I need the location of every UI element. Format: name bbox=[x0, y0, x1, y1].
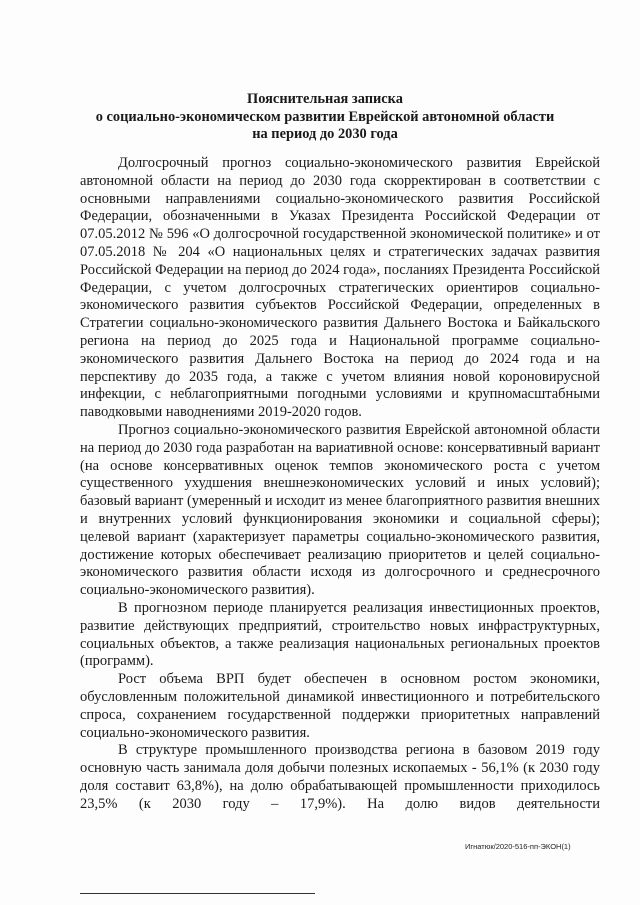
document-body bbox=[80, 155, 600, 813]
paragraph-5: В структуре промышленного производства региона в базовом 2019 году основную часть занимала доля добычи полезных ископаемых - 56,1% (к 2030 году доля составит 63,8%), на долю обрабатывающей промышленности приходилось 23,5% (к 2030 году – 17,9%). На долю видов деятельности bbox=[80, 742, 600, 812]
title-line-1: Пояснительная записка bbox=[247, 91, 403, 107]
paragraph-4: Рост объема ВРП будет обеспечен в основном ростом экономики, обусловленным положительной динамикой инвестиционного и потребительского спроса, сохранением государственной поддержки приоритетных направлений социально-экономического развития. bbox=[80, 671, 600, 741]
document-title bbox=[80, 91, 570, 144]
paragraph-3: В прогнозном периоде планируется реализация инвестиционных проектов, развитие действующих предприятий, строительство новых инфраструктурных, социальных объектов, а также реализация национальных региональных проектов (программ). bbox=[80, 599, 600, 670]
document-code-label: Игнатюк/2020-516-пп-ЭКОН(1) bbox=[465, 842, 571, 851]
footnote-divider bbox=[80, 893, 315, 894]
paragraph-2: Прогноз социально-экономического развития Еврейской автономной области на период до 2030 года разработан на вариативной основе: консервативный вариант (на основе консервативных оценок темпов экономического роста с учетом существенного ухудшения внешнеэкономических условий и иных условий); базовый вариант (умеренный и исходит из менее благоприятного развития внешних и внутренних условий функционирования экономики и социальной сферы); целевой вариант (характеризует параметры социально-экономического развития, достижение которых обеспечивает реализацию приоритетов и целей социально-экономического развития области исходя из долгосрочного и среднесрочного социально-экономического развития). bbox=[80, 421, 600, 599]
title-line-2: о социально-экономическом развитии Еврейской автономной области bbox=[95, 108, 555, 125]
paragraph-1: Долгосрочный прогноз социально-экономического развития Еврейской автономной области на период до 2030 года скорректирован в соответствии с основными направлениями социально-экономического развития Российской Федерации, обозначенными в Указах Президента Российской Федерации от 07.05.2012 № 596 «О долгосрочной государственной экономической политике» и от 07.05.2018 № 204 «О национальных целях и стратегических задачах развития Российской Федерации на период до 2024 года», посланиях Президента Российской Федерации, с учетом долгосрочных стратегических ориентиров социально-экономического развития субъектов Российской Федерации, определенных в Стратегии социально-экономического развития Дальнего Востока и Байкальского региона на период до 2025 года и Национальной программе социально-экономического развития Дальнего Востока на период до 2024 года и на перспективу до 2035 года, а также с учетом влияния новой короновирусной инфекции, с неблагоприятными погодными условиями и крупномасштабными паводковыми наводнениями 2019-2020 годов. bbox=[80, 155, 600, 421]
title-line-3: на период до 2030 года bbox=[252, 126, 398, 142]
